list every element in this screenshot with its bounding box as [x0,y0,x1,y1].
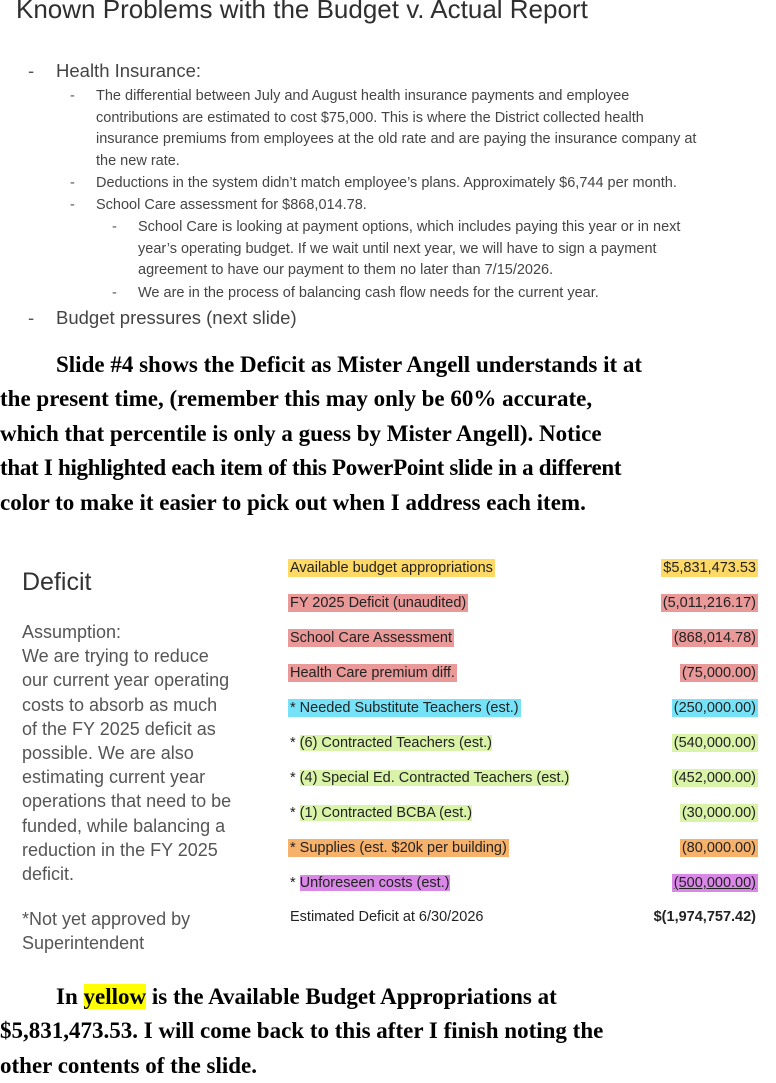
row-value: (540,000.00) [673,735,756,751]
assumption-line: possible. We are also [22,743,194,764]
bullet-dash: - [70,175,75,191]
detail-line: The differential between July and August health insurance payments and employee [96,88,630,104]
asterisk: * [290,770,300,786]
row-value: (250,000.00) [673,700,756,716]
assumption-line: costs to absorb as much [22,694,218,715]
asterisk: * [290,735,300,751]
row-value: (868,014.78) [673,630,756,646]
health-insurance-bullet: Health Insurance: [56,60,202,81]
assumption-text [22,620,272,886]
deficit-row-available-appropriations [288,559,758,584]
bullet-dash: - [28,60,35,81]
row-value: $5,831,473.53 [663,560,756,576]
paragraph-line [0,980,776,1014]
row-value: $(1,974,757.42) [653,909,756,925]
detail-line: agreement to have our payment to them no later than 7/15/2026. [138,262,554,278]
budget-report-slide [0,0,776,340]
bullet-dash: - [112,219,117,235]
school-care-detail [138,217,768,282]
deductions-bullet: Deductions in the system didn’t match employee’s plans. Approximately $6,744 per month. [96,175,677,191]
paragraph-line: the present time, (remember this may only be 60% accurate, [0,386,593,412]
assumption-line: reduction in the FY 2025 [22,839,218,860]
deficit-row-health-care-diff [288,664,758,689]
footnote-line: *Not yet approved by [22,909,191,929]
school-care-bullet: School Care assessment for $868,014.78. [96,197,367,213]
row-label: FY 2025 Deficit (unaudited) [290,595,467,611]
row-label [288,769,571,787]
row-value: (500,000.00) [673,875,756,891]
row-value: (5,011,216.17) [662,595,756,611]
paragraph-line: other contents of the slide. [0,1052,258,1078]
row-label: * Supplies (est. $20k per building) [290,840,507,856]
deficit-row-special-ed-teachers [288,769,758,794]
asterisk: * [290,875,300,891]
row-label: Available budget appropriations [290,560,493,576]
paragraph-line: Slide #4 shows the Deficit as Mister Angell understands it at [56,352,643,377]
detail-line: School Care is looking at payment options, which includes paying this year or in next [138,219,681,235]
bullet-dash: - [70,197,75,213]
row-label [288,734,494,752]
row-value: (452,000.00) [673,770,756,786]
closing-paragraph [0,980,776,1083]
assumption-line: estimating current year [22,767,206,788]
detail-line: insurance premiums from employees at the old rate and are paying the insurance company at [96,131,697,147]
paragraph-line: color to make it easier to pick out when I address each item. [0,489,586,515]
assumption-line: Assumption: [22,622,122,642]
row-label: * Needed Substitute Teachers (est.) [290,700,519,716]
deficit-row-school-care [288,629,758,654]
row-value: (75,000.00) [681,665,756,681]
text-span: is the Available Budget Appropriations at [146,984,557,1009]
row-label: Health Care premium diff. [290,665,455,681]
row-label-text: (6) Contracted Teachers (est.) [299,735,493,751]
row-label-text: Unforeseen costs (est.) [299,875,450,891]
deficit-row-unforeseen [288,874,758,899]
deficit-row-fy2025-deficit [288,594,758,619]
detail-line: contributions are estimated to cost $75,000. This is where the District collected health [96,109,644,126]
asterisk: * [290,805,300,821]
row-label: Estimated Deficit at 6/30/2026 [290,909,484,925]
assumption-line: our current year operating [22,670,230,691]
assumption-line: We are trying to reduce [22,646,209,667]
cash-flow-bullet: We are in the process of balancing cash flow needs for the current year. [138,285,599,301]
assumption-line: deficit. [22,864,75,885]
paragraph-line: $5,831,473.53. I will come back to this after I finish noting the [0,1018,604,1044]
deficit-row-estimated-total [288,908,758,933]
paragraph-line: which that percentile is only a guess by Mister Angell). Notice [0,420,602,446]
bullet-dash: - [112,285,117,301]
deficit-row-supplies [288,839,758,864]
footnote-line: Superintendent [22,933,145,953]
highlighted-word: yellow [83,984,147,1009]
bullet-dash: - [70,88,75,104]
row-label-text: (1) Contracted BCBA (est.) [299,805,473,821]
row-label-text: (4) Special Ed. Contracted Teachers (est.) [299,770,570,786]
deficit-row-bcba [288,804,758,829]
health-insurance-detail [96,86,766,172]
assumption-line: operations that need to be [22,791,232,812]
approval-footnote [22,907,252,955]
deficit-row-contracted-teachers [288,734,758,759]
detail-line: year’s operating budget. If we wait until next year, we will have to sign a payment [138,240,657,257]
deficit-slide [0,552,776,962]
row-label: School Care Assessment [290,630,452,646]
assumption-line: of the FY 2025 deficit as [22,718,216,739]
paragraph-line: that I highlighted each item of this PowerPoint slide in a different [0,455,622,481]
detail-line: the new rate. [96,152,180,169]
deficit-title: Deficit [22,568,92,596]
row-label [288,804,474,822]
deficit-row-substitute-teachers [288,699,758,724]
commentary-paragraph [0,348,776,520]
bullet-dash: - [28,307,35,328]
row-label [288,874,452,892]
row-value: (80,000.00) [681,840,756,856]
budget-pressures-bullet: Budget pressures (next slide) [56,307,297,328]
text-span: In [56,984,84,1009]
assumption-line: funded, while balancing a [22,815,226,836]
row-value: (30,000.00) [681,805,756,821]
slide-title: Known Problems with the Budget v. Actual Report [16,0,588,24]
